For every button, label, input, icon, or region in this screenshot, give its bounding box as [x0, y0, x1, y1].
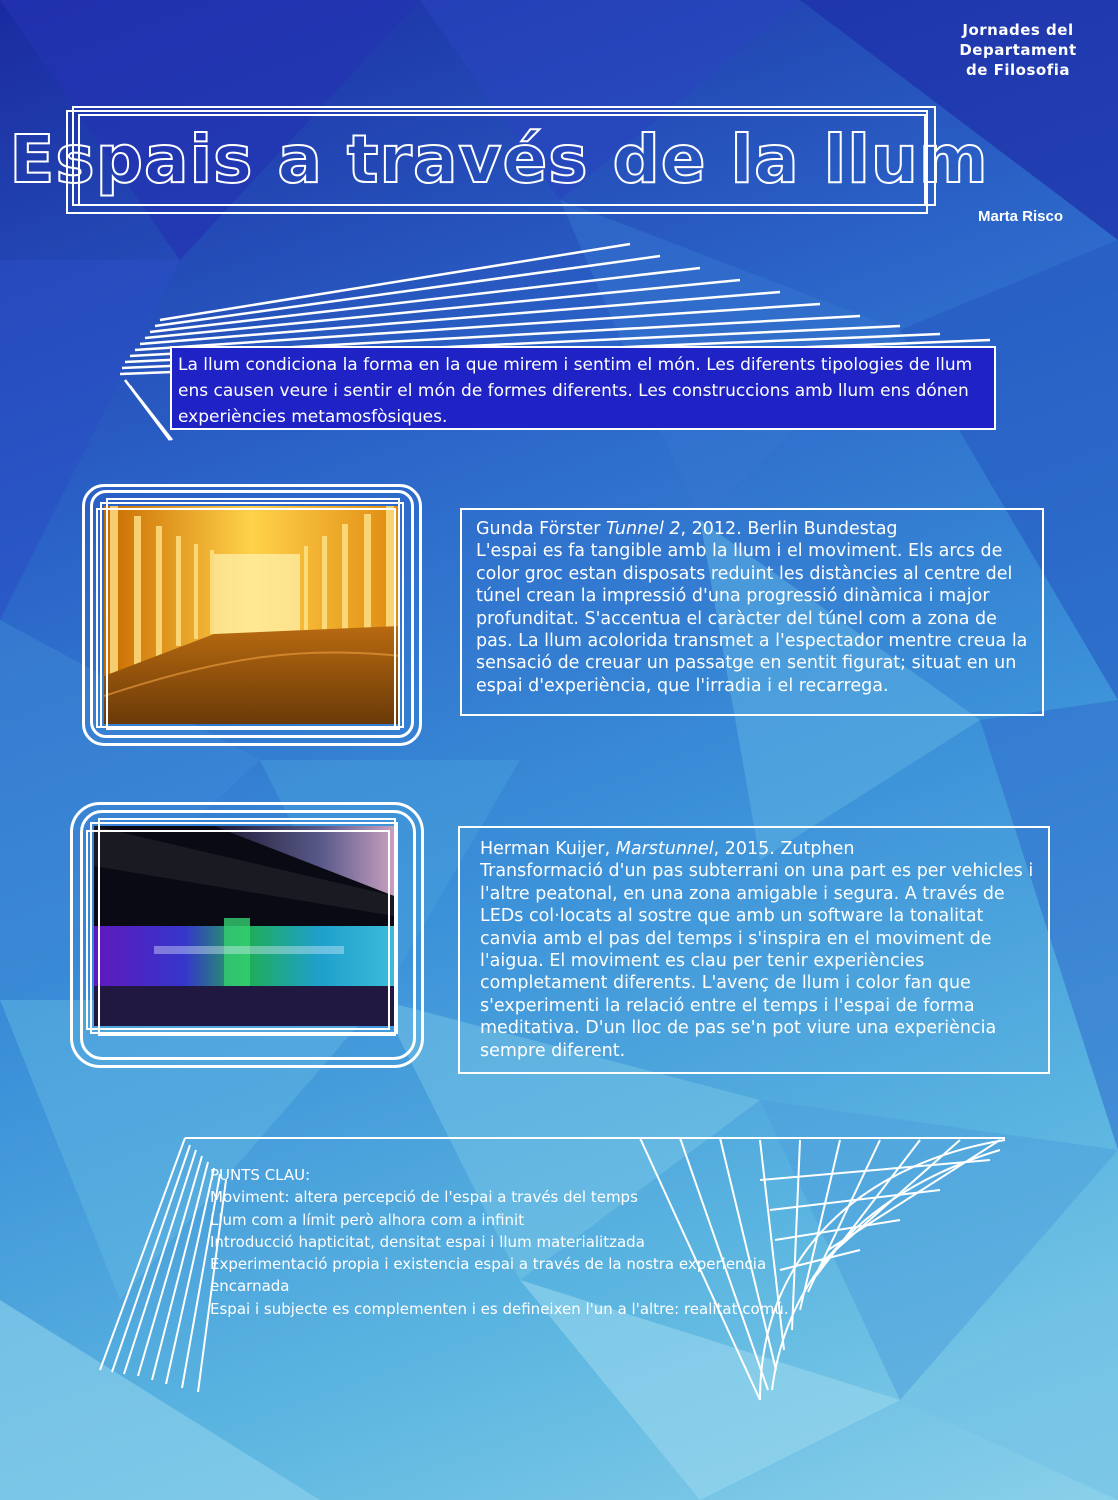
department-label: [948, 20, 1088, 80]
photo-card-marstunnel: [70, 802, 424, 1068]
key-point-3: Introducció hapticitat, densitat espai i llum materialitzada: [210, 1232, 645, 1251]
work-text: [476, 518, 1036, 697]
title-box: [9, 106, 989, 212]
work-title: Tunnel 2: [606, 519, 681, 539]
department-line-2: Departament: [959, 41, 1077, 59]
photo-card-tunnel-2: [82, 484, 422, 746]
intro-box: La llum condiciona la forma en la que mirem i sentim el món. Les diferents tipologies de llum ens causen veure i sentir el món de formes diferents. Les construccions amb llum ens dónen experiències metamosfòsiques.: [170, 346, 996, 430]
key-points-heading: PUNTS CLAU:: [210, 1166, 311, 1184]
key-point-4-continued: encarnada: [210, 1277, 290, 1296]
work-title: Marstunnel: [615, 839, 714, 859]
work-artist: Herman Kuijer,: [480, 839, 616, 859]
work-artist: Gunda Förster: [476, 519, 606, 539]
work-meta: , 2012. Berlin Bundestag: [680, 519, 898, 539]
department-line-1: Jornades del: [962, 21, 1074, 39]
department-line-3: de Filosofia: [966, 61, 1070, 79]
work-text: [480, 838, 1040, 1062]
work-description-tunnel-2: [460, 508, 1044, 718]
work-heading: [480, 838, 1040, 860]
work-description-marstunnel: [458, 826, 1052, 1076]
key-points: [210, 1164, 789, 1320]
photo-frame-thin-3: [98, 818, 396, 1036]
key-point-5: Espai i subjecte es complementen i es defineixen l'un a l'altre: realitat comú.: [210, 1299, 789, 1318]
key-point-2: Llum com a límit però alhora com a infinit: [210, 1210, 525, 1229]
work-description: Transformació d'un pas subterrani on una part es per vehicles i l'altre peatonal, en una zona amigable i segura. A través de LEDs col·locats al sostre que amb un software la tonalitat canvia amb el pas del temps i s'inspira en el moviment de l'aigua. El moviment es clau per tenir experiències completament diferents. L'avenç de llum i color fan que s'experimenti la relació entre el temps i l'espai de forma meditativa. D'un lloc de pas se'n pot viure una experiència sempre diferent.: [480, 861, 1034, 1061]
page-title: Espais a través de la llum: [9, 120, 989, 198]
photo-frame-thin-3: [106, 498, 400, 730]
key-point-4: Experimentació propia i existencia espai a través de la nostra experiencia: [210, 1255, 767, 1274]
author-name: Marta Risco: [978, 208, 1064, 225]
work-meta: , 2015. Zutphen: [713, 839, 855, 859]
key-point-1: Moviment: altera percepció de l'espai a través del temps: [210, 1188, 638, 1207]
work-heading: [476, 518, 1036, 540]
work-description: L'espai es fa tangible amb la llum i el moviment. Els arcs de color groc estan disposats reduint les distàncies al centre del túnel crean la impressió d'una progressió dinàmica i major profunditat. S'accentua el caràcter del túnel com a zona de pas. La llum acolorida transmet a l'espectador mentre creua la sensació de creuar un passatge en sentit figurat; situat en un espai d'experiència, que l'irradia i el recarrega.: [476, 541, 1028, 696]
